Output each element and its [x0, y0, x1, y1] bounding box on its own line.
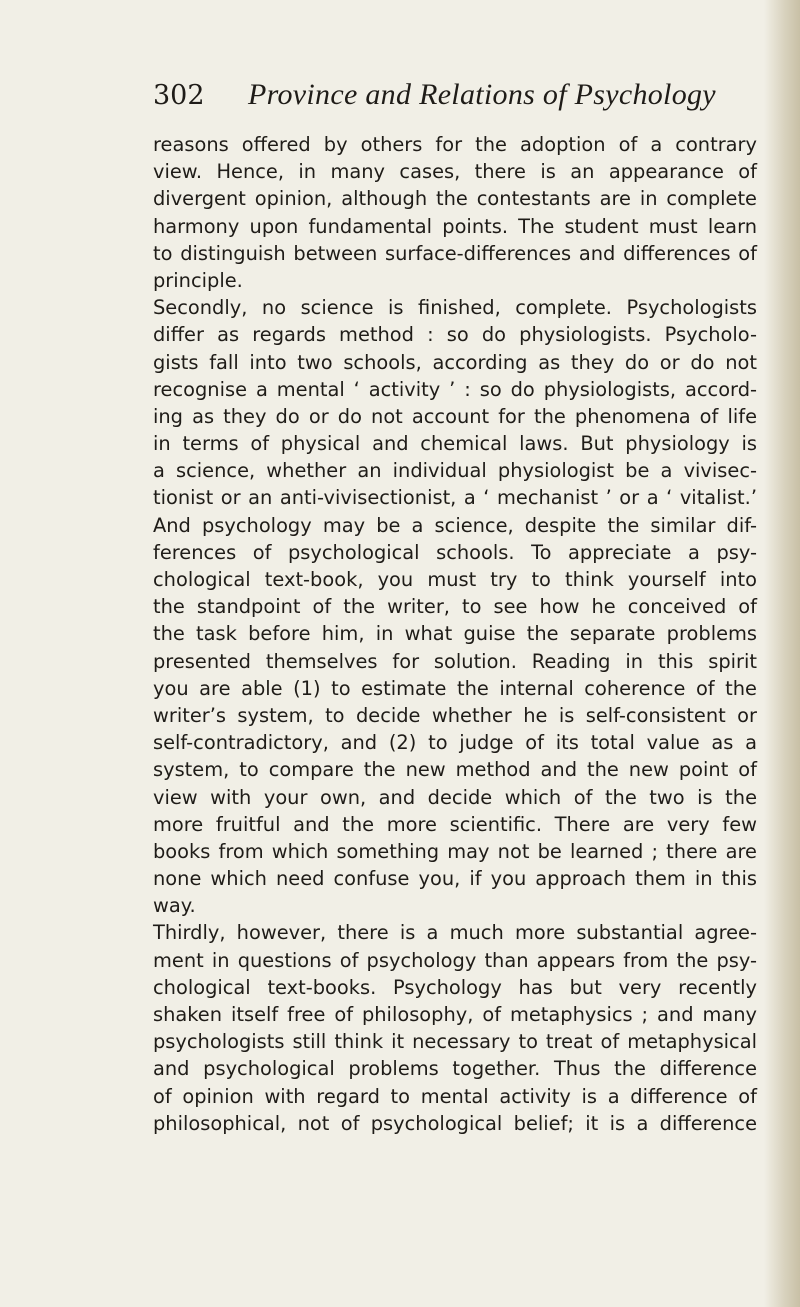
text-line: divergent opinion, although the contestants are in complete [153, 187, 757, 211]
text-line: system, to compare the new method and the new point of [153, 758, 757, 782]
text-line: a science, whether an individual physiologist be a vivisec- [153, 459, 757, 483]
text-line: chological text-book, you must try to think yourself into [153, 568, 757, 591]
text-line: gists fall into two schools, according as they do or do not [153, 350, 757, 374]
text-line: view with your own, and decide which of the two is the [153, 785, 757, 809]
text-line: psychologists still think it necessary to treat of metaphysical [153, 1030, 757, 1054]
text-line: books from which something may not be learned ; there are [153, 839, 757, 863]
text-line: way. [153, 894, 196, 918]
text-line: view. Hence, in many cases, there is an appearance of [153, 160, 757, 184]
text-line: of opinion with regard to mental activity is a difference of [153, 1084, 757, 1108]
text-line: the standpoint of the writer, to see how he conceived of [153, 595, 757, 619]
text-line: chological text-books. Psychology has but very recently [153, 975, 757, 999]
page-edge-shadow [764, 0, 800, 1307]
body-text [153, 131, 757, 1137]
text-line: the task before him, in what guise the separate problems [153, 622, 757, 646]
text-line: writer’s system, to decide whether he is self-consistent or [153, 703, 757, 727]
text-line: ment in questions of psychology than appears from the psy- [153, 948, 757, 972]
text-line: tionist or an anti-vivisectionist, a ‘ mechanist ’ or a ‘ vitalist.’ [153, 486, 757, 510]
text-line: to distinguish between surface-differences and differences of [153, 241, 757, 265]
text-line: shaken itself free of philosophy, of metaphysics ; and many [153, 1003, 757, 1026]
text-line: presented themselves for solution. Reading in this spirit [153, 649, 757, 673]
text-line: philosophical, not of psychological belief; it is a difference [153, 1111, 757, 1135]
text-line: ing as they do or do not account for the phenomena of life [153, 404, 757, 428]
text-line: more fruitful and the more scientific. There are very few [153, 812, 757, 836]
text-line: you are able (1) to estimate the internal coherence of the [153, 676, 757, 700]
text-line: and psychological problems together. Thus the difference [153, 1057, 757, 1081]
page-number: 302 [153, 80, 205, 111]
text-line: in terms of physical and chemical laws. But physiology is [153, 432, 757, 456]
text-line: principle. [153, 268, 243, 292]
text-line: And psychology may be a science, despite the similar dif- [153, 513, 757, 537]
text-line: none which need confuse you, if you approach them in this [153, 867, 757, 891]
text-line: ferences of psychological schools. To appreciate a psy- [153, 540, 757, 564]
text-line: differ as regards method : so do physiologists. Psycholo- [153, 323, 757, 347]
page-header [153, 78, 753, 118]
text-line: reasons offered by others for the adoption of a contrary [153, 133, 757, 156]
running-head: Province and Relations of Psychology [248, 78, 716, 111]
text-line: self-contradictory, and (2) to judge of its total value as a [153, 731, 757, 755]
text-line: Thirdly, however, there is a much more substantial agree- [153, 921, 757, 945]
text-line: harmony upon fundamental points. The student must learn [153, 214, 757, 238]
text-line: Secondly, no science is finished, complete. Psychologists [153, 296, 757, 320]
text-line: recognise a mental ‘ activity ’ : so do physiologists, accord- [153, 377, 757, 401]
